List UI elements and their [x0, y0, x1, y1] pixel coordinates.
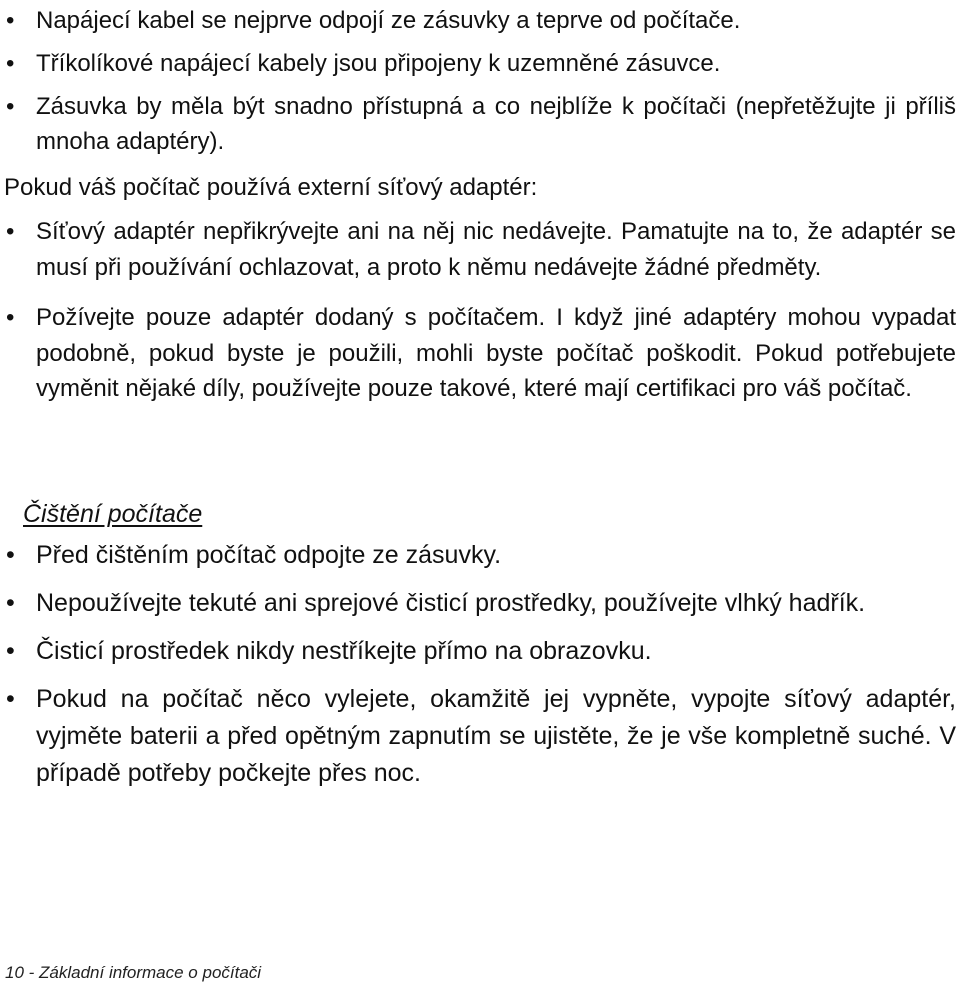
bullet-icon: •	[6, 7, 15, 34]
list-item-text: Čisticí prostředek nikdy nestříkejte přímo na obrazovku.	[36, 637, 652, 665]
page-footer: 10 - Základní informace o počítači	[5, 963, 262, 982]
bullet-icon: •	[6, 541, 15, 569]
list-item-text: Pokud na počítač něco vylejete, okamžitě jej vypněte, vypojte síťový adaptér, vyjměte baterii a před opětným zapnutím se ujistěte, že je vše kompletně suché. V případě potřeby počkejte přes noc.	[36, 685, 956, 787]
list-item	[0, 46, 956, 81]
bullet-icon: •	[6, 637, 15, 665]
list-item	[0, 633, 956, 670]
list-item-text: Požívejte pouze adaptér dodaný s počítačem. I když jiné adaptéry mohou vypadat podobně, pokud byste je použili, mohli byste počítač poškodit. Pokud potřebujete vyměnit nějaké díly, používejte pouze takové, které mají certifikaci pro váš počítač.	[36, 304, 956, 402]
list-item	[0, 300, 956, 407]
list-item-text: Síťový adaptér nepřikrývejte ani na něj nic nedávejte. Pamatujte na to, že adaptér se musí při používání ochlazovat, a proto k němu nedávejte žádné předměty.	[36, 218, 956, 281]
bullet-icon: •	[6, 589, 15, 617]
adapter-bullet-list	[0, 214, 958, 420]
list-item	[0, 537, 956, 574]
intro-bullet-list	[0, 3, 958, 167]
list-item-text: Napájecí kabel se nejprve odpojí ze zásuvky a teprve od počítače.	[36, 7, 741, 34]
list-item	[0, 681, 956, 792]
bullet-icon: •	[6, 93, 15, 120]
list-item	[0, 3, 956, 38]
list-item-text: Zásuvka by měla být snadno přístupná a co nejblíže k počítači (nepřetěžujte ji příliš mnoha adaptéry).	[36, 93, 956, 155]
list-item	[0, 585, 956, 622]
bullet-icon: •	[6, 304, 15, 331]
cleaning-bullet-list	[0, 537, 958, 803]
bullet-icon: •	[6, 50, 15, 77]
list-item-text: Před čištěním počítač odpojte ze zásuvky.	[36, 541, 502, 569]
list-item	[0, 89, 956, 159]
bullet-icon: •	[6, 685, 15, 713]
list-item	[0, 214, 956, 285]
list-item-text: Tříkolíkové napájecí kabely jsou připojeny k uzemněné zásuvce.	[36, 50, 721, 77]
bullet-icon: •	[6, 218, 15, 245]
adapter-heading: Pokud váš počítač používá externí síťový adaptér:	[4, 174, 538, 201]
section-title-cleaning: Čištění počítače	[23, 500, 203, 528]
list-item-text: Nepoužívejte tekuté ani sprejové čisticí prostředky, používejte vlhký hadřík.	[36, 589, 866, 617]
